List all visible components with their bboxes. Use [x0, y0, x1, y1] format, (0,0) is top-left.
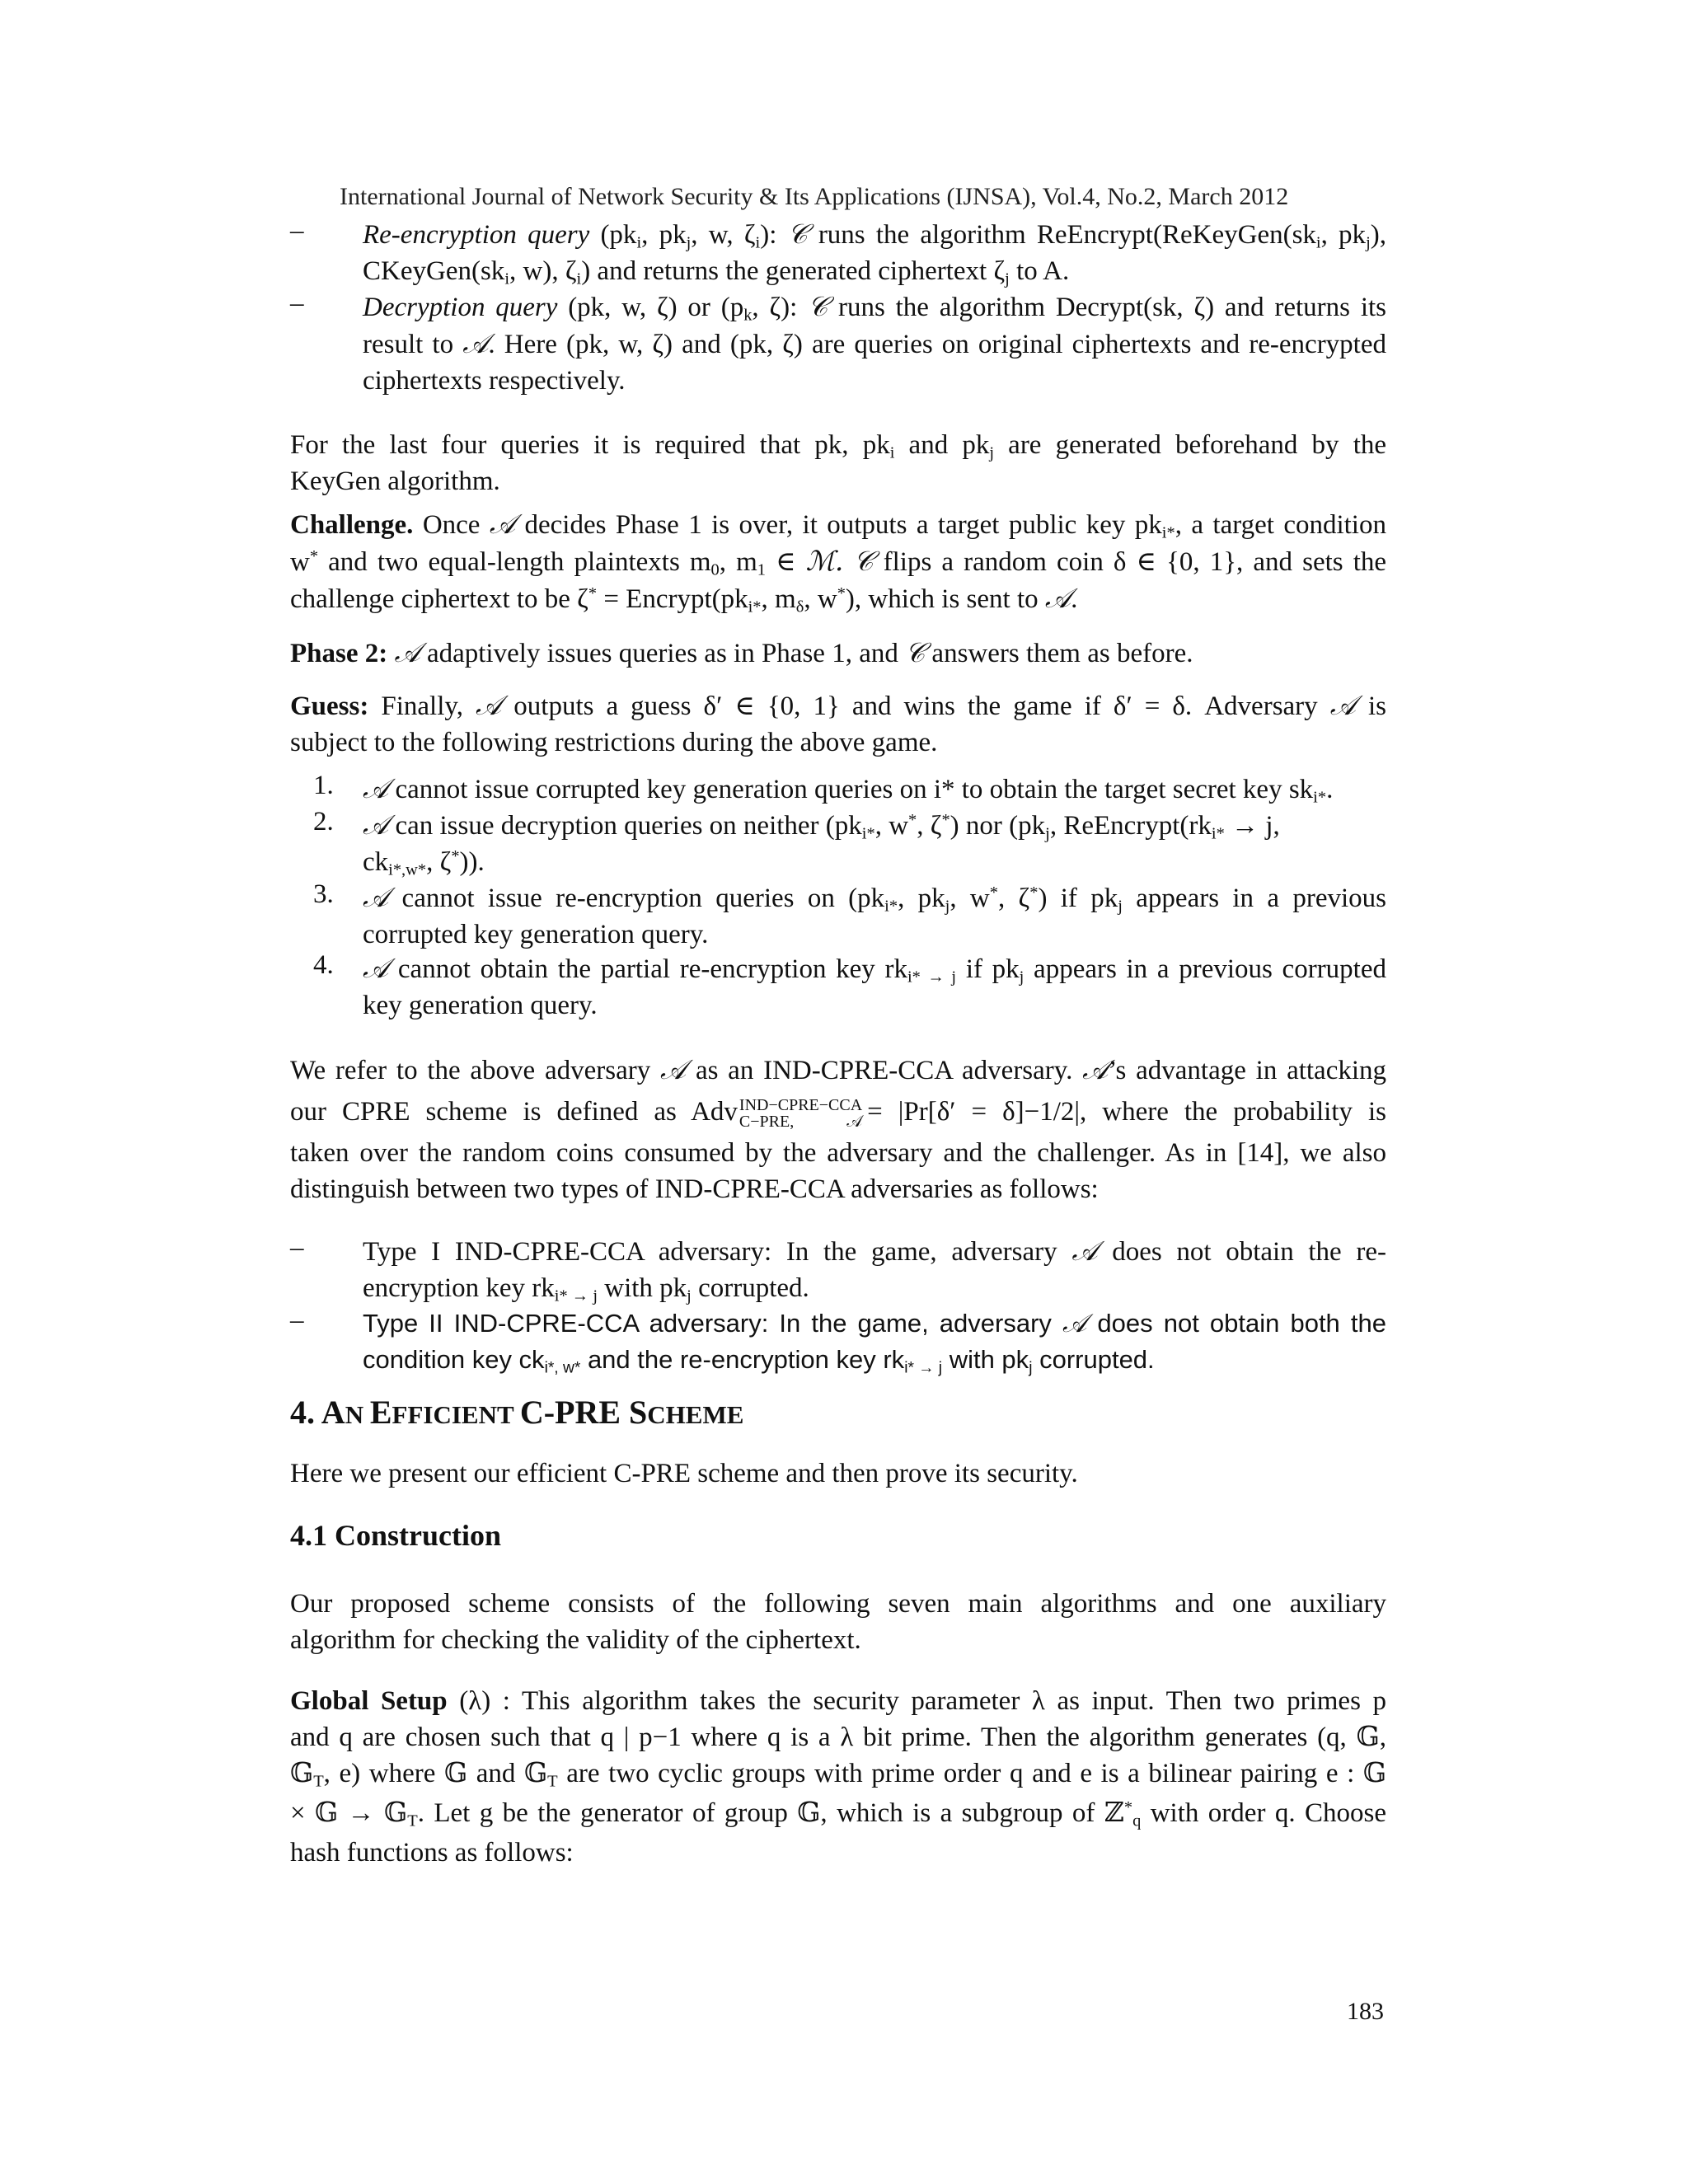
advantage-formula: IND−CPRE−CCA C−PRE, 𝒜 — [738, 1096, 863, 1132]
bullet-text: Decryption query (pk, w, ζ) or ($p_k$, ζ): 𝒞 runs the algorithm Decrypt(sk, ζ) and returns its result to 𝒜. Here (pk, w, ζ) and (pk, ζ) are queries on original ciphertexts and re-encrypted ciphertexts respectively. — [363, 290, 1387, 396]
bullet-dash: – — [290, 288, 304, 318]
paragraph-challenge: Challenge. Once 𝒜 decides Phase 1 is over, it outputs a target public key $pk_{i*}$, a target condition w* and two equal-length plaintexts $m_0$, $m_1$ ∈ ℳ. 𝒞 flips a random coin δ ∈ {0, 1}, and sets the challenge ciphertext to be $\zeta^* = Encrypt(pk_{i*}$, $m_\delta$, w*), which is sent to 𝒜. — [290, 508, 1387, 616]
global-setup-label: Global Setup — [290, 1686, 448, 1716]
running-header: International Journal of Network Security & Its Applications (IJNSA), Vol.4, No.2, March 2012 — [340, 183, 1289, 210]
paragraph-global-setup: Global Setup (λ) : This algorithm takes the security parameter λ as input. Then two primes p and q are chosen such that q | p−1 where q is a λ bit prime. Then the algorithm generates (q, 𝔾, 𝔾$_T$, e) where 𝔾 and 𝔾$_T$ are two cyclic groups with prime order q and e is a bilinear pairing e : 𝔾 × 𝔾 → 𝔾$_T$. Let g be the generator of group 𝔾, which is a subgroup of ℤ*$_q$ with order q. Choose hash functions as follows: — [290, 1686, 1387, 1868]
paragraph-guess: Guess: Finally, 𝒜 outputs a guess δ′ ∈ {0, 1} and wins the game if δ′ = δ. Adversary 𝒜 is subject to the following restrictions during the above game. — [290, 689, 1386, 757]
paragraph-last-four-queries: For the last four queries it is required that pk, $pk_i$ and $pk_j$ are generated beforehand by the KeyGen algorithm. — [290, 430, 1387, 496]
query-label: Re-encryption query — [363, 220, 590, 250]
page-number: 183 — [1347, 1998, 1384, 2025]
bullet-dash: – — [290, 216, 304, 246]
paragraph-advantage: We refer to the above adversary 𝒜 as an IND-CPRE-CCA adversary. 𝒜’s advantage in attacking our CPRE scheme is defined as Adv IND−CPRE−CCA C−PRE, 𝒜 = |Pr[δ′ = δ]−1/2|, where the probability is taken over the random coins consumed by the adversary and the challenger. As in [14], we also distinguish between two types of IND-CPRE-CCA adversaries as follows: — [290, 1053, 1387, 1204]
query-label: Decryption query — [363, 293, 558, 322]
guess-label: Guess: — [290, 691, 369, 721]
section-heading: 4. AN EFFICIENT C-PRE SCHEME — [290, 1394, 744, 1431]
section-intro: Here we present our efficient C-PRE scheme and then prove its security. — [290, 1459, 1078, 1488]
paper-page: International Journal of Network Security & Its Applications (IJNSA), Vol.4, No.2, March 2012 – Re-encryption query ($pk_i$, $pk_j$, w, $\zeta_i$): 𝒞 runs the algorithm $ReEncrypt(ReKeyGen(sk_i$, $pk_j$), $CKeyGen(sk_i$, w), $\zeta_i$) and returns the generated ciphertext $\zeta_j$ to A. – Decryption query (pk, w, ζ) or ($p_k$, ζ): 𝒞 runs the algorithm Decrypt(sk, ζ) and returns its result to 𝒜. Here (pk, w, ζ) and (pk, ζ) are queries on original ciphertexts and re-encrypted ciphertexts respectively. For the last four queries it is required that pk, $pk_i$ and $pk_j$ are generated beforehand by the KeyGen algorithm. Challenge. Once 𝒜 decides Phase 1 is over, it outputs a target public key $pk_{i*}$, a target condition w* and two equal-length plaintexts $m_0$, $m_1$ ∈ ℳ. 𝒞 flips a random coin δ ∈ {0, 1}, and sets the challenge ciphertext to be $\zeta^* = Encrypt(pk_{i*}$, $m_\delta$, w*), which is sent to 𝒜. Phase 2: 𝒜 adaptively issues queries as in Phase 1, and 𝒞 answers them as before. Guess: Finally, 𝒜 outputs a guess δ′ ∈ {0, 1} and wins the game if δ′ = δ. Adversary 𝒜 is subject to the following restrictions during the above game. 1. 𝒜 cannot issue corrupted key generation queries on i* to obtain the target secret key $sk_{i*}$. 2. 𝒜 can issue decryption queries on neither ($pk_{i*}$, w*, ζ*) nor ($pk_j$, $ReEncrypt(rk_{i*} \to j$, $ck_{i*,w*}$, ζ*)). 3. 𝒜 cannot issue re-encryption queries on ($pk_{i*}$, $pk_j$, w*, ζ*) if $pk_j$ appears in a previous corrupted key generation query. 4. 𝒜 cannot obtain the partial re-encryption key $rk_{i* \to j}$ if $pk_j$ appears in a previous corrupted key generation query. We refer to the above adversary 𝒜 as an IND-CPRE-CCA adversary. 𝒜’s advantage in attacking our CPRE scheme is defined as Adv IND−CPRE−CCA C−PRE, 𝒜 = |Pr[δ′ = δ]−1/2|, where the probability is taken over the random coins consumed by the adversary and the challenger. As in [14], we also distinguish between two types of IND-CPRE-CCA adversaries as follows: – Type I IND-CPRE-CCA adversary: In the game, adversary 𝒜 does not obtain the re- encryption key $rk_{i* \to j}$ with $pk_j$ corrupted. – Type II IND-CPRE-CCA adversary: In the game, adversary 𝒜 does not obtain both the condition key $ck_{i*, w*}$ and the re-encryption key $rk_{i* \to j}$ with $pk_j$ corrupted. 4. AN EFFICIENT C-PRE SCHEME Here we present our efficient C-PRE scheme and then prove its security. 4.1 Construction Our proposed scheme consists of the following seven main algorithms and one auxiliary algorithm for checking the validity of the ciphertext. Global Setup (λ) : This algorithm takes the security parameter λ as input. Then two primes p and q are chosen such that q | p−1 where q is a λ bit prime. Then the algorithm generates (q, 𝔾, 𝔾$_T$, e) where 𝔾 and 𝔾$_T$ are two cyclic groups with prime order q and e is a bilinear pairing e : 𝔾 × 𝔾 → 𝔾$_T$. Let g be the generator of group 𝔾, which is a subgroup of ℤ*$_q$ with order q. Choose hash functions as follows: 183 — [290, 183, 1387, 2025]
subsection-heading: 4.1 Construction — [290, 1519, 502, 1552]
paragraph-construction: Our proposed scheme consists of the following seven main algorithms and one auxiliary algorithm for checking the validity of the ciphertext. — [290, 1589, 1386, 1655]
bullet-text: Re-encryption query ($pk_i$, $pk_j$, w, $\zeta_i$): 𝒞 runs the algorithm $ReEncrypt(ReKeyGen(sk_i$, $pk_j$), $CKeyGen(sk_i$, w), $\zeta_i$) and returns the generated ciphertext $\zeta_j$ to A. — [363, 218, 1386, 288]
phase2-label: Phase 2: — [290, 639, 388, 668]
paragraph-phase2: Phase 2: 𝒜 adaptively issues queries as in Phase 1, and 𝒞 answers them as before. — [290, 636, 1193, 668]
challenge-label: Challenge. — [290, 510, 414, 540]
